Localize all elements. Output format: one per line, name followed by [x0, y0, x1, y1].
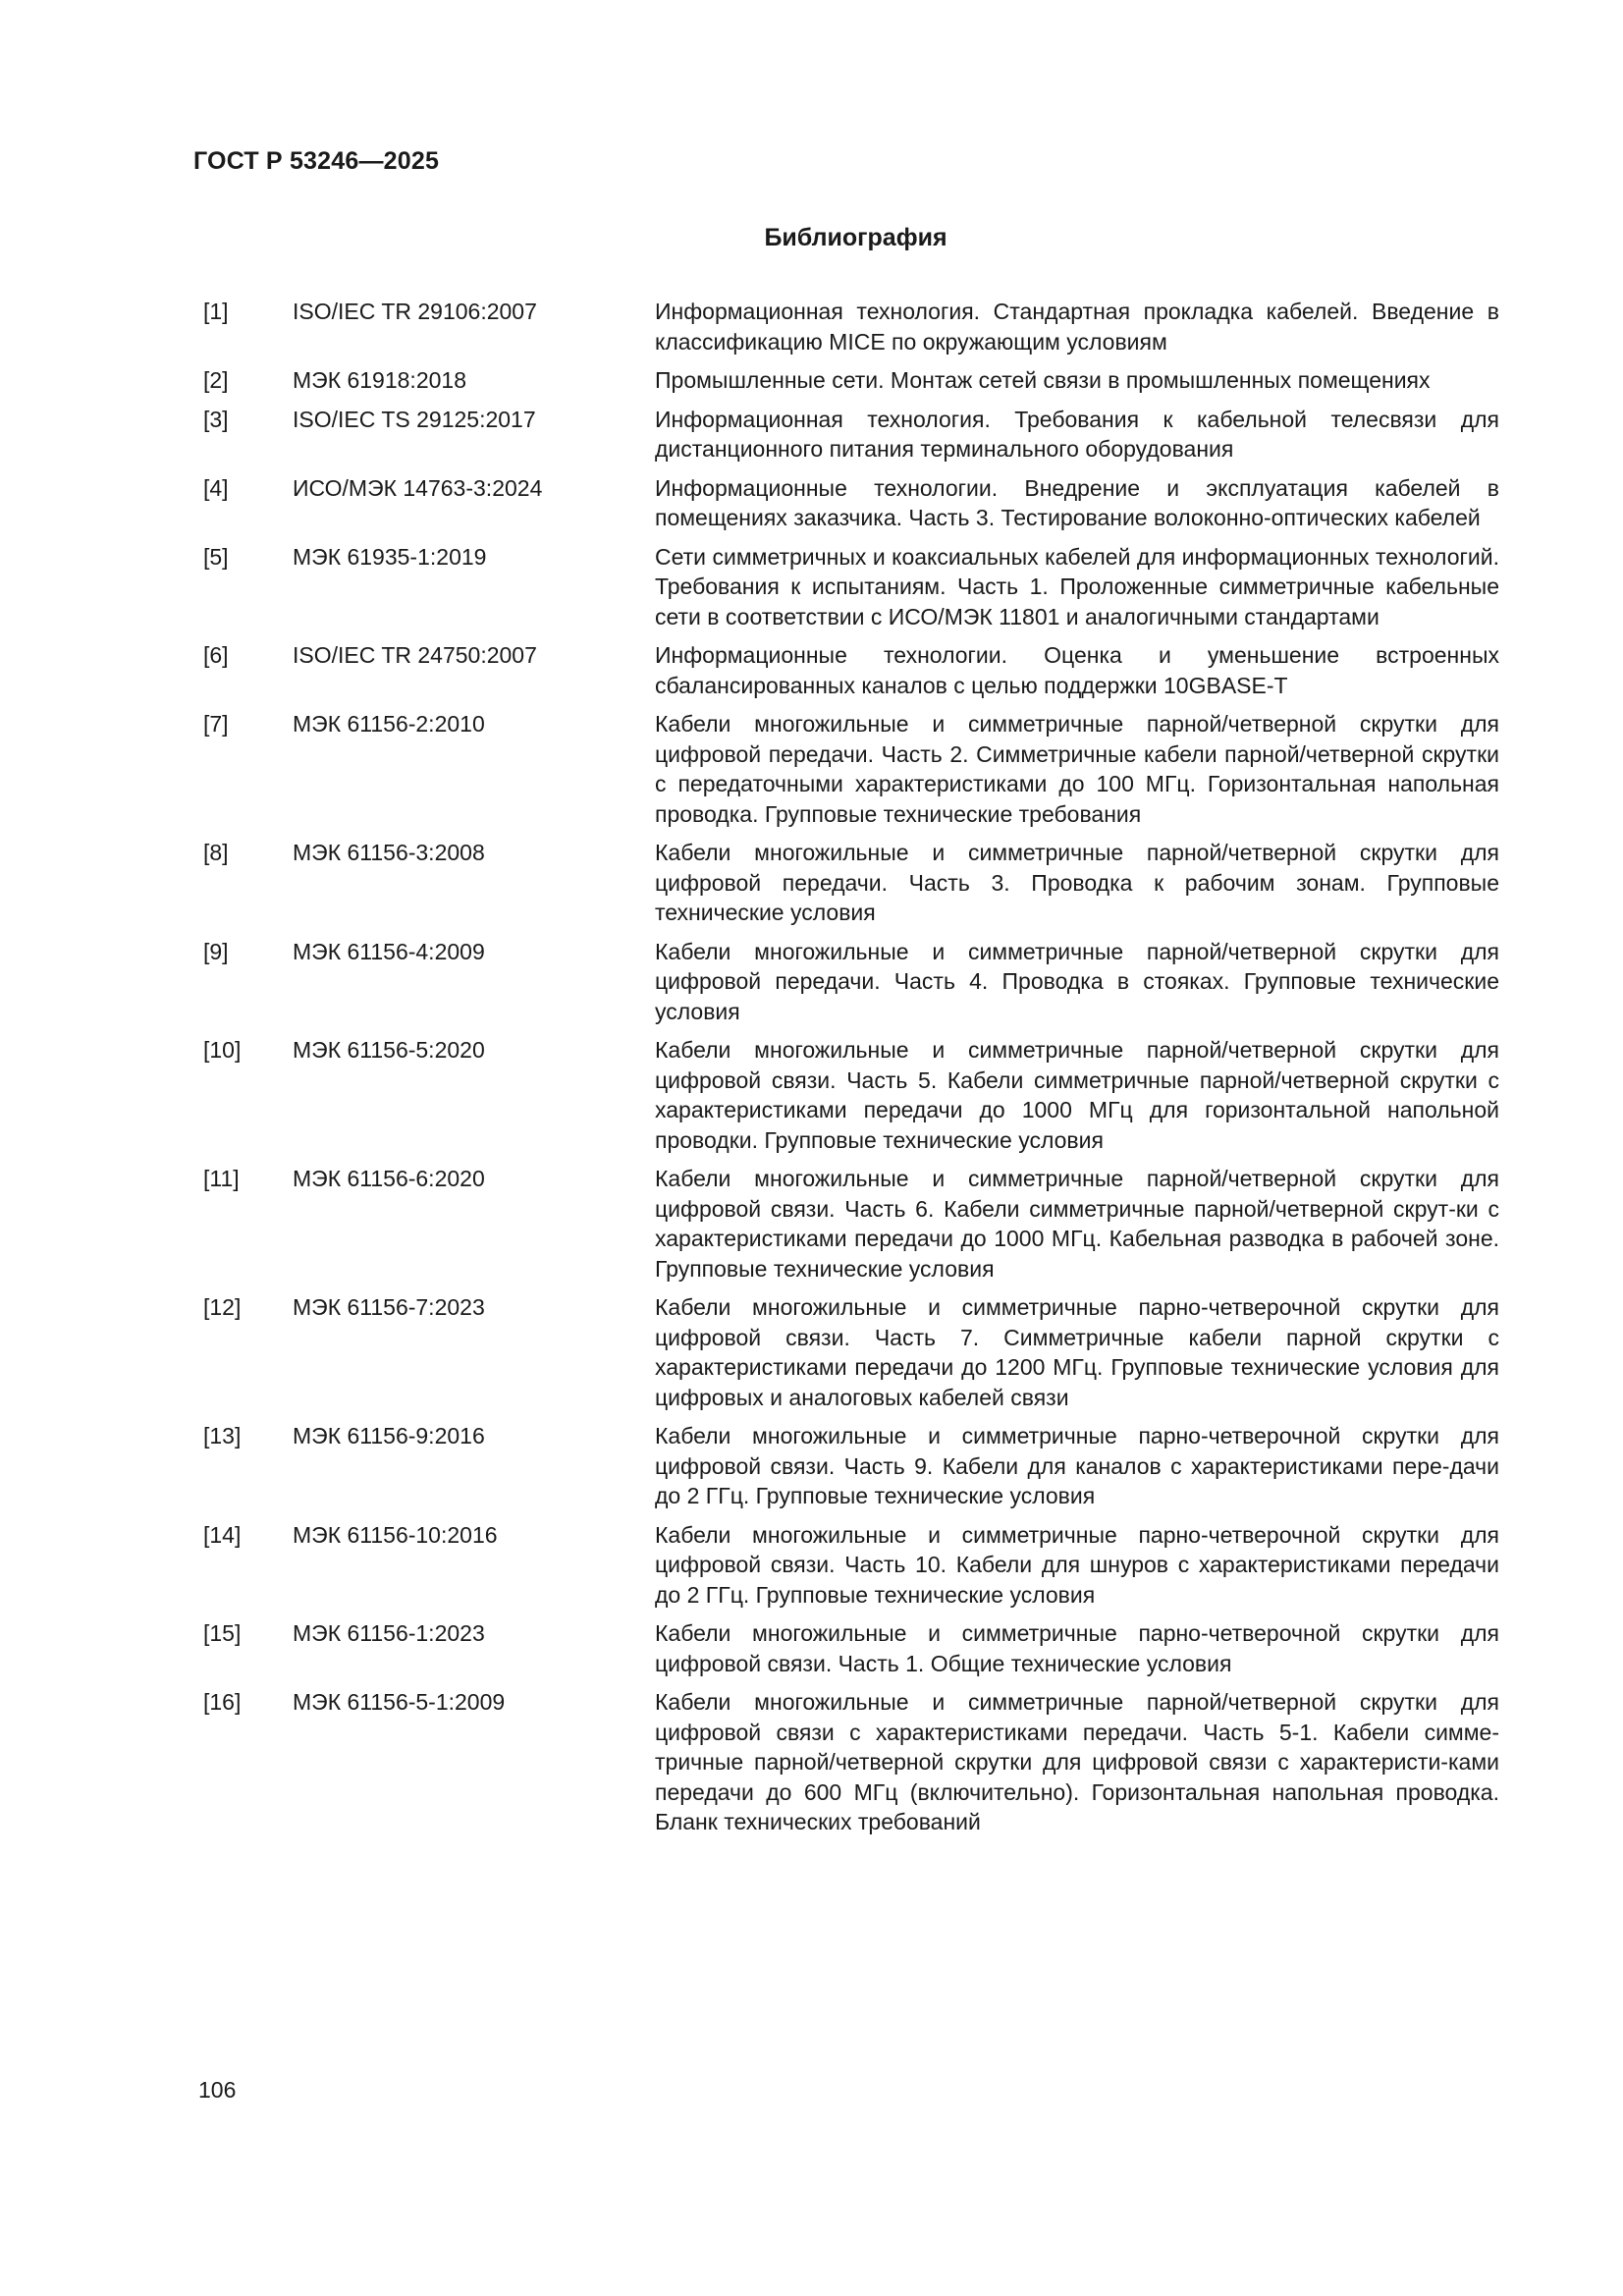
entry-number: [14] — [203, 1521, 242, 1548]
entry-title: Кабели многожильные и симметричные парной/четверной скрутки для цифровой связи с характеристиками передачи. Часть 5-1. Кабели симме-тричные парной/четверной скрутки для цифровой связи с характеристи-ками передачи до 600 МГц (включительно). Горизонтальная напольная проводка. Бланк технических требований — [655, 1689, 1499, 1834]
entry-number: [6] — [203, 642, 229, 668]
entry-standard-code: МЭК 61935-1:2019 — [293, 543, 487, 570]
entry-title: Кабели многожильные и симметричные парной/четверной скрутки для цифровой связи. Часть 5. Кабели симметричные парной/четверной скрутки с характеристиками передачи до 1000 МГц для горизонтальной напольной проводки. Групповые технические условия — [655, 1037, 1499, 1153]
entry-standard-code: МЭК 61156-7:2023 — [293, 1294, 485, 1320]
entry-number: [11] — [203, 1166, 240, 1191]
document-code: ГОСТ Р 53246—2025 — [193, 147, 440, 175]
entry-number: [4] — [203, 474, 229, 501]
entry-standard-code: МЭК 61156-1:2023 — [293, 1620, 485, 1646]
entry-number: [2] — [203, 367, 229, 393]
entry-title: Кабели многожильные и симметричные парной/четверной скрутки для цифровой связи. Часть 6. Кабели симметричные парной/четверной скрут-ки с характеристиками передачи до 1000 МГц. Кабельная разводка в рабочей зоне. Групповые технические условия — [655, 1166, 1499, 1282]
entry-title: Кабели многожильные и симметричные парно-четверочной скрутки для цифровой связи. Часть 9. Кабели для каналов с характеристиками пере-дачи до 2 ГГц. Групповые технические условия — [655, 1423, 1499, 1508]
entry-number: [7] — [203, 711, 229, 737]
entry-standard-code: ISO/IEC TS 29125:2017 — [293, 406, 536, 432]
entry-standard-code: ISO/IEC TR 29106:2007 — [293, 299, 537, 324]
bibliography-entry — [203, 473, 1499, 533]
entry-standard-code: МЭК 61156-10:2016 — [293, 1521, 498, 1548]
entry-standard-code: ISO/IEC TR 24750:2007 — [293, 642, 537, 668]
entry-title: Промышленные сети. Монтаж сетей связи в промышленных помещениях — [655, 367, 1431, 393]
bibliography-entry — [203, 640, 1499, 700]
entry-number: [16] — [203, 1689, 242, 1715]
entry-standard-code: МЭК 61156-5:2020 — [293, 1037, 485, 1063]
bibliography-entry — [203, 1035, 1499, 1155]
entry-title: Кабели многожильные и симметричные парной/четверной скрутки для цифровой передачи. Часть 3. Проводка к рабочим зонам. Групповые технические условия — [655, 840, 1499, 925]
bibliography-entry — [203, 1520, 1499, 1611]
entry-title: Информационные технологии. Внедрение и эксплуатация кабелей в помещениях заказчика. Часть 3. Тестирование волоконно-оптических кабелей — [655, 474, 1499, 530]
entry-number: [9] — [203, 938, 229, 964]
entry-number: [15] — [203, 1620, 242, 1646]
entry-standard-code: МЭК 61918:2018 — [293, 367, 466, 393]
entry-standard-code: ИСО/МЭК 14763-3:2024 — [293, 474, 543, 501]
bibliography-entry — [203, 1292, 1499, 1412]
bibliography-entry — [203, 297, 1499, 356]
entry-number: [13] — [203, 1423, 242, 1449]
bibliography-entry — [203, 1687, 1499, 1837]
entry-title: Информационные технологии. Оценка и уменьшение встроенных сбалансированных каналов с целью поддержки 10GBASE-T — [655, 642, 1499, 698]
entry-title: Кабели многожильные и симметричные парной/четверной скрутки для цифровой передачи. Часть 2. Симметричные кабели парной/четверной скрутки с передаточными характеристиками до 100 МГц. Горизонтальная напольная проводка. Групповые технические требования — [655, 711, 1499, 827]
bibliography-entry — [203, 365, 1499, 396]
entry-number: [10] — [203, 1037, 242, 1063]
section-title: Библиография — [764, 224, 947, 251]
entry-standard-code: МЭК 61156-2:2010 — [293, 711, 485, 737]
entry-standard-code: МЭК 61156-3:2008 — [293, 840, 485, 865]
bibliography-entry — [203, 1618, 1499, 1678]
entry-title: Кабели многожильные и симметричные парно-четверочной скрутки для цифровой связи. Часть 7. Симметричные кабели парной скрутки с характеристиками передачи до 1200 МГц. Групповые технические условия для цифровых и аналоговых кабелей связи — [655, 1294, 1499, 1410]
bibliography-entry — [203, 709, 1499, 829]
entry-number: [5] — [203, 543, 229, 570]
entry-number: [3] — [203, 406, 229, 432]
entry-title: Кабели многожильные и симметричные парно-четверочной скрутки для цифровой связи. Часть 1. Общие технические условия — [655, 1620, 1499, 1676]
entry-title: Информационная технология. Стандартная прокладка кабелей. Введение в классификацию MICE по окружающим условиям — [655, 299, 1499, 355]
entry-number: [12] — [203, 1294, 242, 1320]
bibliography-entry — [203, 1421, 1499, 1511]
bibliography-entry — [203, 542, 1499, 632]
entry-title: Сети симметричных и коаксиальных кабелей для информационных технологий. Требования к испытаниям. Часть 1. Проложенные симметричные кабельные сети в соответствии с ИСО/МЭК 11801 и аналогичными стандартами — [655, 543, 1499, 629]
entry-standard-code: МЭК 61156-5-1:2009 — [293, 1689, 506, 1715]
entry-title: Информационная технология. Требования к кабельной телесвязи для дистанционного питания терминального оборудования — [655, 406, 1499, 462]
entry-title: Кабели многожильные и симметричные парной/четверной скрутки для цифровой передачи. Часть 4. Проводка в стояках. Групповые технические условия — [655, 938, 1499, 1024]
entry-title: Кабели многожильные и симметричные парно-четверочной скрутки для цифровой связи. Часть 10. Кабели для шнуров с характеристиками передачи до 2 ГГц. Групповые технические условия — [655, 1521, 1499, 1608]
bibliography-entry — [203, 838, 1499, 928]
page-number: 106 — [198, 2077, 237, 2103]
entry-standard-code: МЭК 61156-9:2016 — [293, 1423, 485, 1449]
bibliography-entry — [203, 937, 1499, 1027]
entry-standard-code: МЭК 61156-4:2009 — [293, 938, 485, 964]
entry-standard-code: МЭК 61156-6:2020 — [293, 1166, 485, 1191]
bibliography-entry — [203, 405, 1499, 465]
bibliography-list — [203, 297, 1499, 1846]
entry-number: [1] — [203, 299, 229, 324]
entry-number: [8] — [203, 840, 229, 865]
bibliography-entry — [203, 1164, 1499, 1284]
